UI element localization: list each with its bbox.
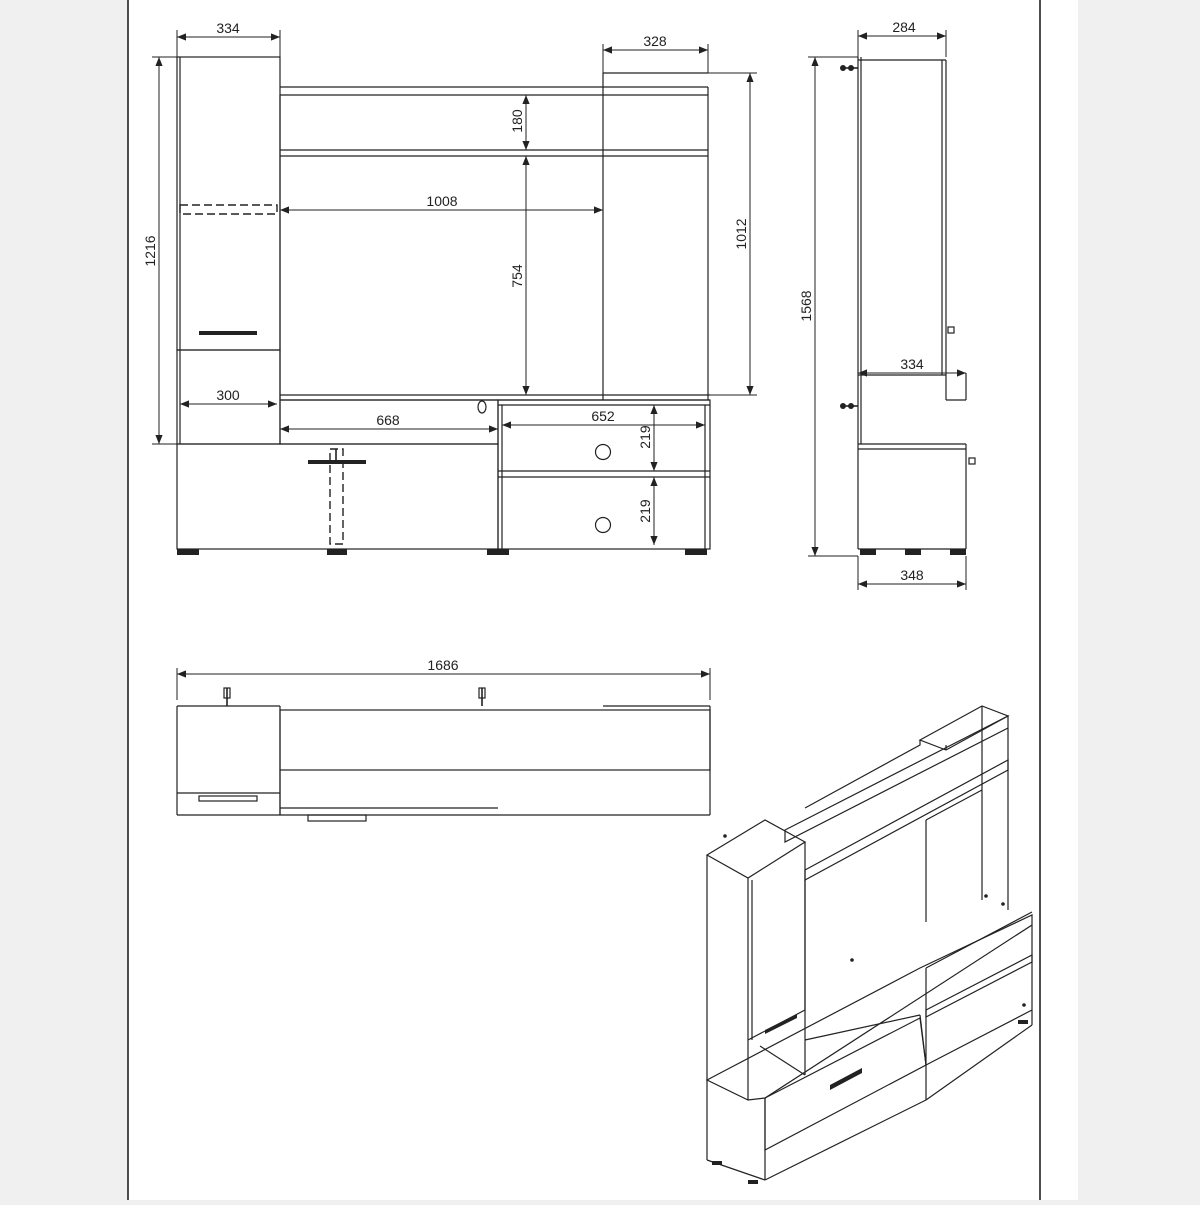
- dim-shelf-compartment-width: 652: [591, 408, 615, 424]
- dim-side-base-depth: 348: [900, 567, 924, 583]
- dim-drawer-opening-width: 668: [376, 412, 400, 428]
- dim-top-total-width: 1686: [427, 657, 459, 673]
- dim-side-total-height: 1568: [798, 290, 814, 322]
- dim-side-mid-depth: 334: [900, 356, 924, 372]
- dim-tv-opening-height: 754: [509, 264, 525, 288]
- dim-shelf-lower-height: 219: [637, 499, 653, 523]
- dim-shelf-upper-height: 219: [637, 425, 653, 449]
- dim-tower-width: 334: [216, 20, 240, 36]
- dim-tower-height: 1216: [142, 235, 158, 267]
- dim-right-section-width: 328: [643, 33, 667, 49]
- dim-side-top-depth: 284: [892, 19, 916, 35]
- dim-niche-width: 300: [216, 387, 240, 403]
- dim-total-height-right: 1012: [733, 218, 749, 250]
- dim-top-shelf-height: 180: [509, 109, 525, 133]
- dim-tv-opening-width: 1008: [426, 193, 458, 209]
